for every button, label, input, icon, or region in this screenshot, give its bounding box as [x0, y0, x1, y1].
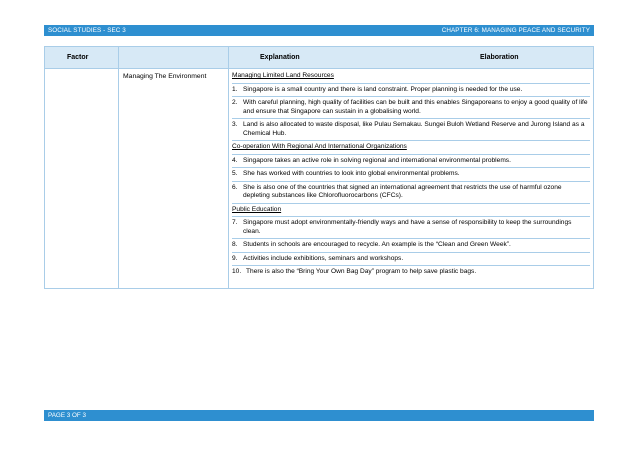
content-table — [44, 46, 594, 289]
item-number: 1. — [232, 85, 238, 93]
column-header-explanation: Explanation — [260, 54, 300, 61]
item-text: There is also the “Bring Your Own Bag Day” program to help save plastic bags. — [246, 268, 477, 275]
page-header-bar — [44, 25, 594, 36]
item-number: 3. — [232, 121, 238, 128]
item-text: Land is also allocated to waste disposal, like Pulau Semakau. Sungei Buloh Wetland Reserve and Jurong Island as a Chemical Hub. — [243, 121, 585, 137]
list-item — [232, 167, 590, 181]
item-number: 2. — [232, 99, 238, 106]
page-number: PAGE 3 OF 3 — [48, 412, 87, 419]
item-number: 8. — [232, 241, 238, 248]
column-divider — [118, 47, 119, 288]
item-number: 6. — [232, 183, 238, 191]
item-text: Students in schools are encouraged to recycle. An example is the “Clean and Green Week”. — [243, 241, 511, 248]
item-text: Singapore is a small country and there is land constraint. Proper planning is needed for the use. — [243, 85, 523, 93]
item-number: 4. — [232, 156, 238, 164]
list-item — [232, 118, 590, 140]
list-item — [232, 265, 590, 279]
list-item — [232, 181, 590, 203]
list-item — [232, 96, 590, 118]
item-number: 5. — [232, 170, 238, 177]
item-number: 10. — [232, 268, 242, 275]
item-text: Singapore must adopt environmentally-friendly ways and have a sense of responsibility to keep the surroundings clean. — [243, 219, 572, 235]
item-text: She is also one of the countries that signed an international agreement that restricts the use of harmful ozone depleting substances like Chlorofluorocarbons (CFCs). — [243, 183, 562, 199]
section-heading: Public Education — [232, 203, 590, 215]
subject-label: SOCIAL STUDIES - SEC 3 — [48, 27, 126, 34]
item-text: With careful planning, high quality of facilities can be built and this enables Singaporeans to enjoy a good quality of life and ensure that Singapore can sustain in a globalising world. — [243, 99, 588, 115]
item-text: Singapore takes an active role in solving regional and international environmental problems. — [243, 156, 511, 164]
list-item — [232, 216, 590, 238]
item-number: 7. — [232, 219, 238, 226]
list-item — [232, 252, 590, 266]
item-text: Activities include exhibitions, seminars and workshops. — [243, 254, 404, 262]
factor-cell: Managing The Environment — [123, 73, 207, 80]
page-footer-bar — [44, 410, 594, 421]
explanation-cell — [232, 72, 590, 279]
column-header-factor: Factor — [67, 54, 89, 61]
table-header — [45, 47, 593, 69]
column-header-elaboration: Elaboration — [480, 54, 519, 61]
chapter-label: CHAPTER 6: MANAGING PEACE AND SECURITY — [441, 27, 590, 34]
list-item — [232, 238, 590, 252]
list-item — [232, 154, 590, 168]
item-text: She has worked with countries to look into global environmental problems. — [243, 170, 460, 177]
column-divider — [228, 47, 229, 288]
list-item — [232, 83, 590, 97]
section-heading: Managing Limited Land Resources — [232, 72, 334, 79]
item-number: 9. — [232, 254, 238, 262]
section-heading: Co-operation With Regional And International Organizations — [232, 140, 590, 152]
